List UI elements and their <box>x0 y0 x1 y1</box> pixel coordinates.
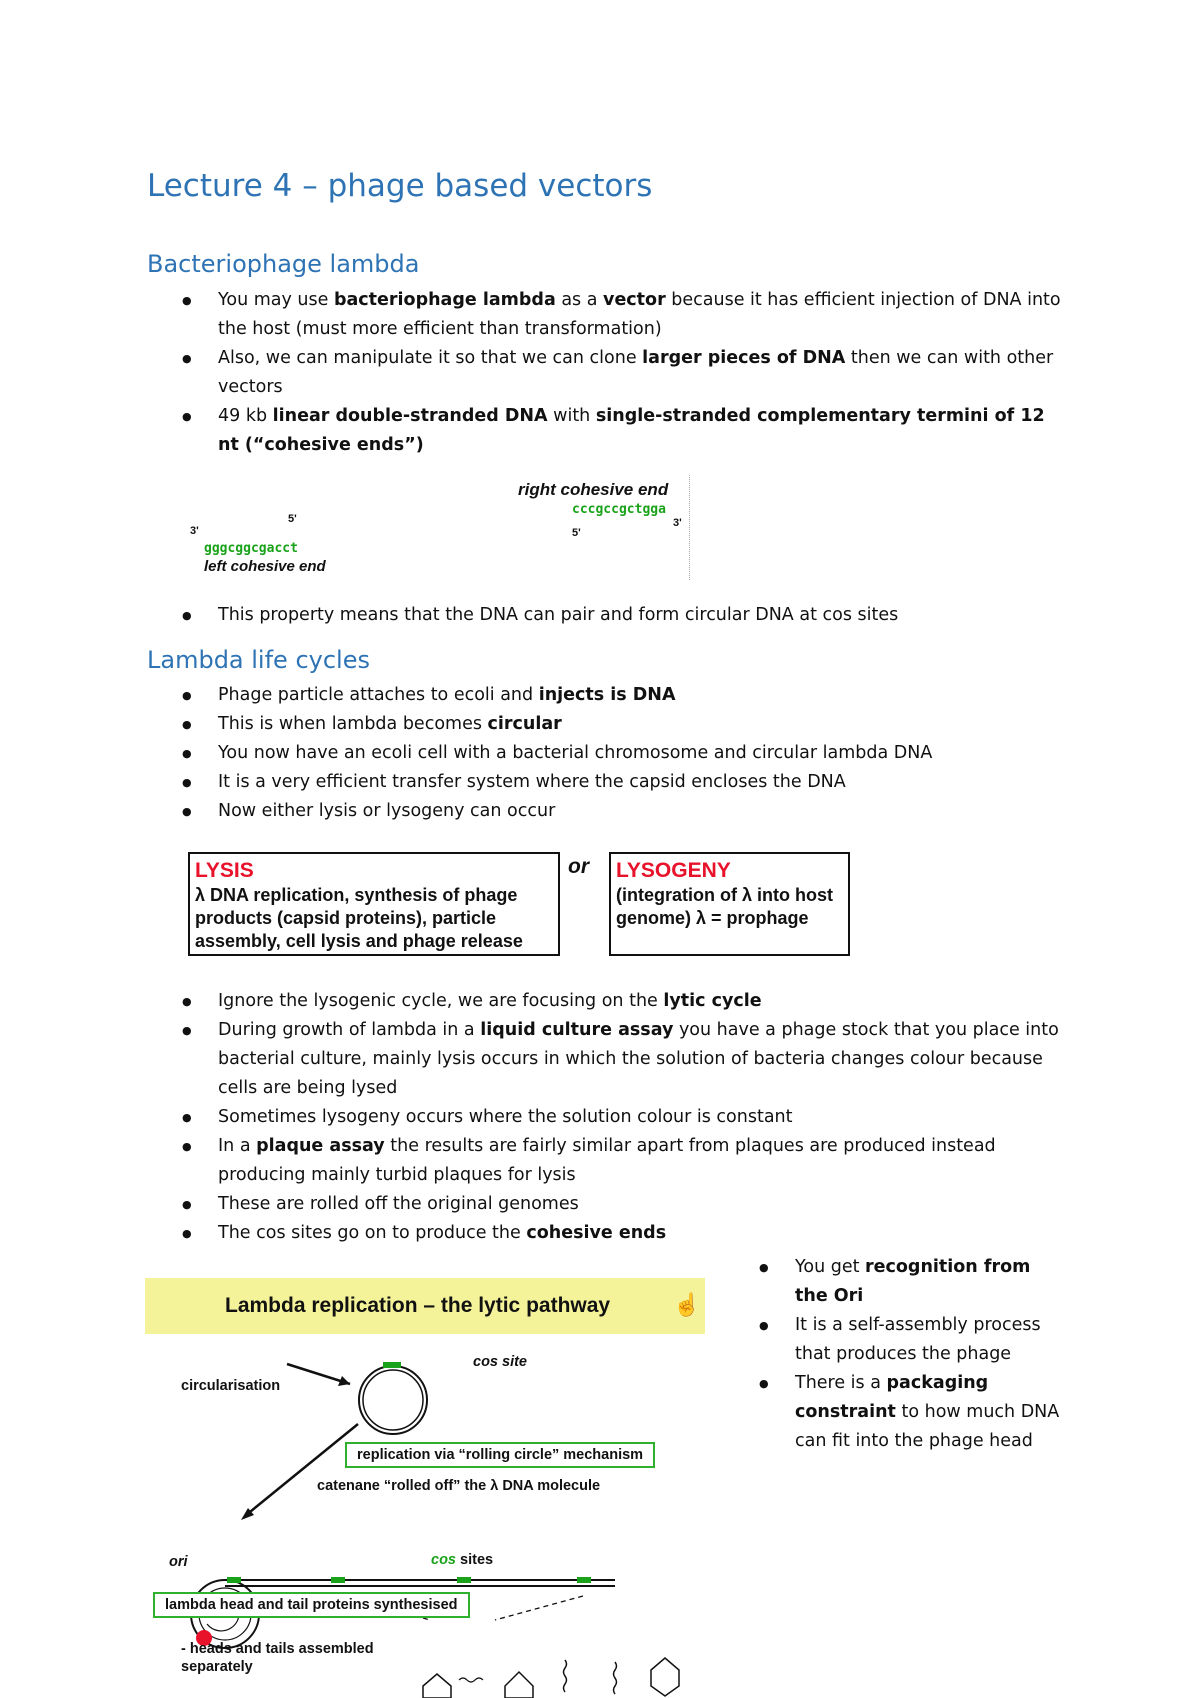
left-cohesive-end-label: left cohesive end <box>204 558 326 575</box>
lysogeny-box <box>609 852 850 956</box>
replication-arrow <box>245 1424 358 1516</box>
list-item: ● Also, we can manipulate it so that we can clone larger pieces of DNA then we can with other vectors <box>147 344 1067 402</box>
cos-site-label: cos site <box>473 1354 527 1370</box>
rolling-circle-box: replication via “rolling circle” mechanism <box>345 1442 655 1468</box>
list-item: ● 49 kb linear double-stranded DNA with single-stranded complementary termini of 12 nt (“cohesive ends”) <box>147 402 1067 460</box>
list-item: ● It is a self-assembly process that produces the phage <box>724 1311 1064 1369</box>
cos-word: cos <box>431 1552 456 1568</box>
lysis-box <box>188 852 560 956</box>
lytic-pathway-figure <box>145 1278 705 1698</box>
right-sequence: cccgccgctgga <box>572 502 666 517</box>
section-heading-lambda-life-cycles: Lambda life cycles <box>147 646 370 674</box>
list-item: ● These are rolled off the original genomes <box>147 1190 1067 1219</box>
five-prime-label: 5' <box>288 513 297 525</box>
bullet-list-lambda <box>147 286 1067 460</box>
lysogeny-title: LYSOGENY <box>616 859 731 882</box>
list-item: ● The cos sites go on to produce the cohesive ends <box>147 1219 1067 1248</box>
phage-head-shape <box>423 1674 451 1698</box>
list-item: ● Now either lysis or lysogeny can occur <box>147 797 1067 826</box>
three-prime-label: 3' <box>673 517 682 529</box>
list-item: ● This is when lambda becomes circular <box>147 710 1067 739</box>
right-cohesive-end-label: right cohesive end <box>518 480 669 499</box>
pointer-line <box>495 1596 583 1620</box>
list-item: ● Sometimes lysogeny occurs where the solution colour is constant <box>147 1103 1067 1132</box>
phage-tail-shape <box>614 1662 617 1694</box>
bullet-list-cos <box>147 601 1067 630</box>
sites-word: sites <box>456 1552 494 1568</box>
coiled-dna-shape <box>459 1678 483 1682</box>
lysogeny-body: (integration of λ into host genome) λ = prophage <box>616 885 833 928</box>
phage-head-shape <box>651 1658 679 1696</box>
five-prime-label: 5' <box>572 527 581 539</box>
ori-label: ori <box>169 1554 188 1570</box>
list-item: ● You may use bacteriophage lambda as a vector because it has efficient injection of DNA into the host (must more efficient than transformation) <box>147 286 1067 344</box>
three-prime-label: 3' <box>190 525 199 537</box>
cos-site-marker <box>457 1577 471 1583</box>
bullet-list-lytic <box>147 987 1067 1248</box>
cos-site-marker <box>383 1362 401 1368</box>
cos-site-marker <box>577 1577 591 1583</box>
left-sequence: gggcggcgacct <box>204 541 298 556</box>
circular-dna-shape <box>359 1366 427 1434</box>
page-title: Lecture 4 – phage based vectors <box>147 168 653 204</box>
or-label: or <box>568 855 589 878</box>
list-item: ● It is a very efficient transfer system where the capsid encloses the DNA <box>147 768 1067 797</box>
list-item: ● This property means that the DNA can pair and form circular DNA at cos sites <box>147 601 1067 630</box>
assembled-label: - heads and tails assembled separately <box>181 1641 374 1675</box>
list-item: ● You now have an ecoli cell with a bacterial chromosome and circular lambda DNA <box>147 739 1067 768</box>
head-tail-box: lambda head and tail proteins synthesised <box>153 1592 470 1618</box>
phage-head-shape <box>505 1672 533 1698</box>
cos-site-marker <box>227 1577 241 1583</box>
cos-sites-label <box>431 1552 493 1568</box>
phage-tail-shape <box>564 1660 567 1692</box>
list-item: ● You get recognition from the Ori <box>724 1253 1064 1311</box>
figure-title: Lambda replication – the lytic pathway <box>225 1294 611 1317</box>
list-item: ● During growth of lambda in a liquid culture assay you have a phage stock that you place into bacterial culture, mainly lysis occurs in which the solution of bacteria changes colour because cells are being lysed <box>147 1016 1067 1103</box>
list-item: ● Phage particle attaches to ecoli and injects is DNA <box>147 681 1067 710</box>
lysis-body: λ DNA replication, synthesis of phage products (capsid proteins), particle assembly, cell lysis and phage release <box>195 885 523 951</box>
circularisation-label: circularisation <box>181 1378 281 1394</box>
cos-site-marker <box>331 1577 345 1583</box>
list-item: ● There is a packaging constraint to how much DNA can fit into the phage head <box>724 1369 1064 1456</box>
figure-border <box>689 475 690 580</box>
bullet-list-side <box>724 1253 1064 1456</box>
bullet-list-life-cycles <box>147 681 1067 826</box>
circular-dna-inner-shape <box>363 1370 423 1430</box>
list-item: ● In a plaque assay the results are fairly similar apart from plaques are produced instead producing mainly turbid plaques for lysis <box>147 1132 1067 1190</box>
section-heading-bacteriophage-lambda: Bacteriophage lambda <box>147 250 420 278</box>
lysis-title: LYSIS <box>195 859 254 882</box>
hand-cursor-icon: ☝ <box>673 1292 701 1317</box>
cohesive-ends-figure <box>180 475 700 585</box>
catenane-label: catenane “rolled off” the λ DNA molecule <box>317 1478 601 1494</box>
list-item: ● Ignore the lysogenic cycle, we are focusing on the lytic cycle <box>147 987 1067 1016</box>
